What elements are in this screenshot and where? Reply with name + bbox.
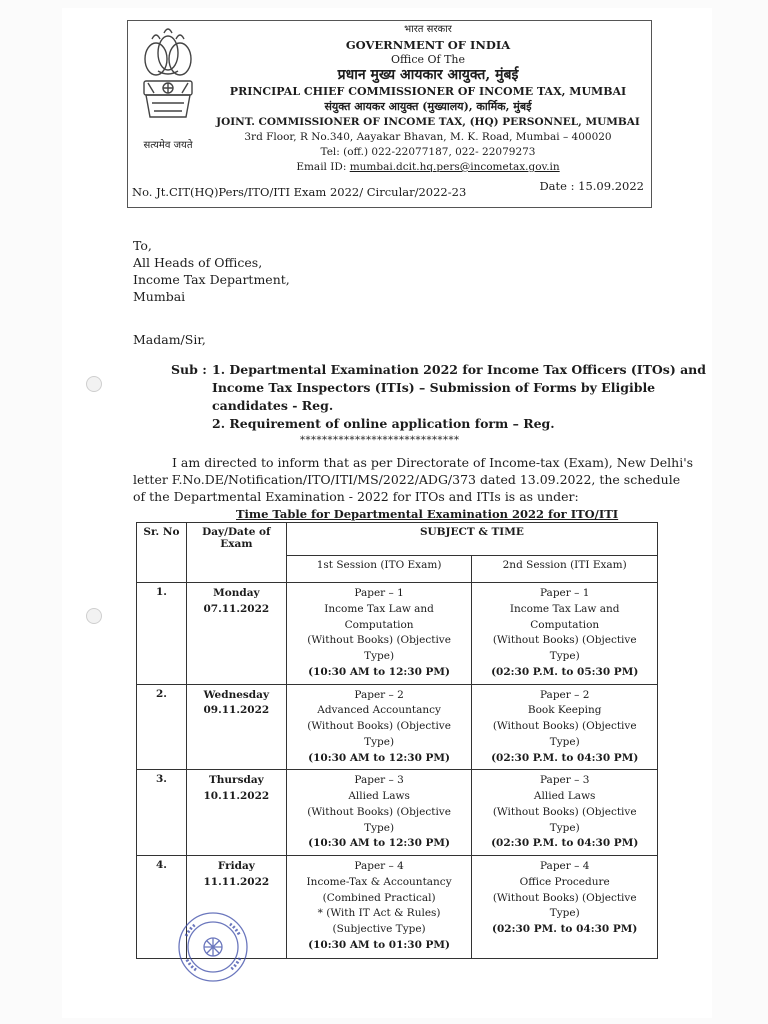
subject-separator: ***************************** <box>300 435 460 446</box>
email-link[interactable]: mumbai.dcit.hq.pers@incometax.gov.in <box>349 161 560 173</box>
subject-line: 2. Requirement of online application form – Reg. <box>212 416 555 431</box>
government-heading: GOVERNMENT OF INDIA <box>345 38 511 52</box>
day-cell: Monday 07.11.2022 <box>186 583 286 685</box>
hindi-office-name: प्रधान मुख्य आयकार आयुक्त, मुंबई <box>337 67 519 83</box>
body-text-line: letter F.No.DE/Notification/ITO/ITI/MS/2022/ADG/373 dated 13.09.2022, the schedule <box>133 472 681 487</box>
punch-hole <box>86 608 102 624</box>
joint-office-name: JOINT. COMMISSIONER OF INCOME TAX, (HQ) PERSONNEL, MUMBAI <box>216 116 640 128</box>
address-line: To, <box>133 238 152 253</box>
punch-hole <box>86 376 102 392</box>
emblem-motto: सत्यमेव जयते <box>143 140 193 151</box>
reference-number: No. Jt.CIT(HQ)Pers/ITO/ITI Exam 2022/ Circular/2022-23 <box>132 185 467 199</box>
header-subject-time: SUBJECT & TIME <box>286 523 657 556</box>
session-1-cell: Paper – 1 Income Tax Law and Computation (Without Books) (Objective Type) (10:30 AM to 12:30 PM) <box>286 583 472 685</box>
office-name: PRINCIPAL CHIEF COMMISSIONER OF INCOME TAX, MUMBAI <box>229 85 627 98</box>
exam-timetable <box>136 522 658 959</box>
hindi-heading: भारत सरकार <box>404 24 452 35</box>
session-2-cell: Paper – 3 Allied Laws (Without Books) (Objective Type) (02:30 P.M. to 04:30 PM) <box>472 770 658 856</box>
session-1-cell: Paper – 3 Allied Laws (Without Books) (Objective Type) (10:30 AM to 12:30 PM) <box>286 770 472 856</box>
address-line: All Heads of Offices, <box>133 254 263 270</box>
address-line: Mumbai <box>133 288 186 304</box>
subject-line: Income Tax Inspectors (ITIs) – Submission of Forms by Eligible <box>212 380 656 395</box>
subject-label: Sub : <box>171 362 207 377</box>
address-line: Income Tax Department, <box>133 271 290 287</box>
body-text-line: of the Departmental Examination - 2022 for ITOs and ITIs is as under: <box>133 489 579 504</box>
timetable-title: Time Table for Departmental Examination 2022 for ITO/ITI <box>236 507 619 521</box>
header-session-1: 1st Session (ITO Exam) <box>286 556 472 583</box>
session-2-cell: Paper – 4 Office Procedure (Without Books) (Objective Type) (02:30 PM. to 04:30 PM) <box>472 856 658 959</box>
header-session-2: 2nd Session (ITI Exam) <box>472 556 658 583</box>
salutation: Madam/Sir, <box>133 332 206 347</box>
day-cell: Wednesday 09.11.2022 <box>186 684 286 770</box>
sr-cell: 4. <box>137 856 187 959</box>
hindi-joint-office: संयुक्त आयकर आयुक्त (मुख्यालय), कार्मिक, मुंबई <box>324 100 532 113</box>
office-seal-stamp-icon <box>176 910 250 984</box>
sr-cell: 1. <box>137 583 187 685</box>
day-cell: Thursday 10.11.2022 <box>186 770 286 856</box>
letterhead <box>127 20 652 208</box>
table-row <box>137 684 658 770</box>
office-address: 3rd Floor, R No.340, Aayakar Bhavan, M. K. Road, Mumbai – 400020 <box>244 131 612 143</box>
session-1-cell: Paper – 4 Income-Tax & Accountancy (Combined Practical) * (With IT Act & Rules) (Subjective Type) (10:30 AM to 01:30 PM) <box>286 856 472 959</box>
table-row <box>137 770 658 856</box>
table-row <box>137 583 658 685</box>
subject-line: candidates - Reg. <box>212 398 334 413</box>
session-2-cell: Paper – 1 Income Tax Law and Computation (Without Books) (Objective Type) (02:30 P.M. to 05:30 PM) <box>472 583 658 685</box>
sr-cell: 2. <box>137 684 187 770</box>
national-emblem-icon <box>136 25 200 129</box>
body-text-line: I am directed to inform that as per Directorate of Income-tax (Exam), New Delhi's <box>172 455 694 470</box>
session-2-cell: Paper – 2 Book Keeping (Without Books) (Objective Type) (02:30 P.M. to 04:30 PM) <box>472 684 658 770</box>
subject-line: 1. Departmental Examination 2022 for Income Tax Officers (ITOs) and <box>212 362 707 377</box>
address-block <box>133 238 290 306</box>
header-sr-no: Sr. No <box>137 523 187 583</box>
email-label: Email ID: <box>296 161 350 173</box>
day-cell: Friday 11.11.2022 <box>186 856 286 959</box>
header-day-date: Day/Date of Exam <box>186 523 286 583</box>
office-of-line: Office Of The <box>390 53 466 66</box>
reference-row <box>132 179 644 199</box>
sr-cell: 3. <box>137 770 187 856</box>
office-email-line <box>208 161 648 174</box>
circular-date: Date : 15.09.2022 <box>539 179 644 193</box>
office-telephone: Tel: (off.) 022-22077187, 022- 22079273 <box>320 146 536 158</box>
session-1-cell: Paper – 2 Advanced Accountancy (Without Books) (Objective Type) (10:30 AM to 12:30 PM) <box>286 684 472 770</box>
